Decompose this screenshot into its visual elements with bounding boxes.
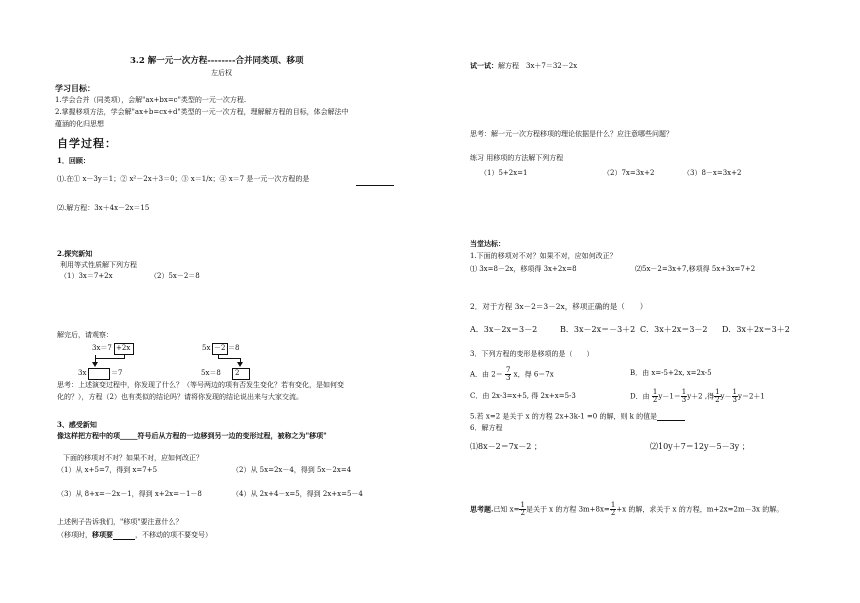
process-heading: 自学过程： — [57, 137, 117, 150]
class-q2: 2．对于方程 3x－2＝3－2x，移项正确的是（ ） — [470, 302, 648, 311]
explore-heading: 2.探究新知 — [57, 249, 93, 258]
diagram1-bottom-right: ＝7 — [111, 369, 123, 377]
think-question-2: 思考：解一元一次方程移项的理论依据是什么？应注意哪些问题？ — [470, 130, 673, 138]
diagram2-connector-h — [218, 358, 240, 359]
fraction — [505, 367, 511, 382]
class-q5 — [470, 413, 685, 421]
fraction-numerator: 1 — [681, 388, 687, 396]
try-section — [470, 62, 577, 71]
think-question-1: 思考：上述演变过程中，你发现了什么？（等号两边的项有否发生变化？若有变化，是如何变 — [57, 381, 344, 389]
option-d-text-1: D．由 — [630, 392, 650, 401]
class-q1b: ⑵5x－2=3x+7,移项得 5x+3x=7+2 — [635, 265, 756, 273]
fraction-denominator: 2 — [610, 509, 616, 517]
challenge-text-3: +x 的解，求关于 x 的方程，m+2x=2m－3x 的解。 — [616, 505, 784, 514]
explore-intro: 利用等式性质解下列方程 — [60, 261, 137, 269]
feel-heading: 3、感受新知 — [57, 420, 97, 429]
option-d-text-2: y－1＝ — [658, 392, 681, 401]
class-q2-option-b[interactable]: B．3x－2x＝－3＋2 — [560, 325, 636, 334]
review-question-2: ⑵.解方程：3x＋4x－2x＝15 — [57, 204, 150, 212]
diagram1-bottom-box — [88, 368, 110, 380]
fraction-denominator: 3 — [681, 396, 687, 404]
goal-2-continued: 蕴涵的化归思想 — [55, 120, 104, 128]
class-q3-option-c[interactable]: C．由 2x-3=x+5, 得 2x+x=5-3 — [470, 392, 576, 400]
judge-item-2: （2）从 5x=2x－4，得到 5x－2x=4 — [232, 466, 352, 474]
summary-answer — [57, 531, 212, 540]
challenge-question — [470, 502, 783, 517]
class-q2-option-a[interactable]: A．3x－2x＝3－2 — [470, 325, 538, 334]
option-d-text-5: y＝2＋1 — [737, 392, 765, 401]
review-heading: 1．回顾： — [57, 156, 90, 165]
diagram1-connector-h — [95, 358, 125, 359]
arrow-down-icon — [237, 362, 243, 367]
diagram2-top-left: 5x — [202, 344, 211, 352]
diagram2-bottom-box-text: 2 — [235, 369, 240, 377]
answer-blank[interactable] — [113, 532, 135, 540]
fraction-numerator: 1 — [715, 388, 720, 396]
option-d-text-3: y＋2 ,得 — [687, 392, 715, 401]
goals-heading: 学习目标： — [55, 83, 95, 93]
class-q2-option-c[interactable]: C．3x＋2x＝3－2 — [640, 325, 708, 334]
summary-answer-part-1: （移项时， — [57, 531, 92, 539]
summary-question: 上述例子告诉我们，"移项"要注意什么？ — [57, 518, 183, 526]
fraction-denominator: 2 — [715, 396, 720, 404]
fraction-numerator: 1 — [732, 388, 737, 396]
option-a-text-1: A．由 2＝ — [470, 370, 503, 379]
practice-item-2: （2）7x=3x+2 — [603, 169, 655, 177]
challenge-heading: 思考题. — [470, 504, 494, 514]
judge-item-4: （4）从 2x+4－x=5，得到 2x+x=5－4 — [232, 490, 363, 498]
think-question-1-continued: 化的？），方程（2）也有类似的结论吗？请将你发现的结论说出来与大家交流。 — [57, 393, 303, 401]
diagram1-top-box-text: +2x — [116, 344, 131, 352]
fraction-denominator: 3 — [732, 396, 737, 404]
summary-answer-part-3: ，不移动的项不要变号） — [135, 531, 212, 539]
author-name: 左后权 — [211, 69, 232, 77]
summary-answer-part-2: 移项要 — [92, 530, 113, 539]
class-q2-option-d[interactable]: D．3x＋2x＝3＋2 — [722, 325, 790, 334]
fraction-numerator: 1 — [652, 388, 658, 396]
class-q3: 3．下列方程的变形是移项的是（ ） — [470, 350, 594, 358]
explore-equation-2: （2）5x－2＝8 — [150, 272, 200, 280]
practice-intro: 练习 用移项的方法解下列方程 — [470, 154, 564, 162]
class-q3-option-a[interactable] — [470, 367, 554, 382]
class-q6b: ⑵10y＋7＝12y－5－3y ； — [650, 442, 750, 451]
fraction-numerator: 7 — [505, 366, 511, 374]
try-equation: 解方程 3x＋7＝32－2x — [498, 62, 578, 70]
option-d-text-4: y－ — [720, 392, 732, 401]
diagram1-bottom-left: 3x — [78, 369, 87, 377]
review-question-1: ⑴.在① x－3y＝1；② x²－2x＋3＝0；③ x＝1/x；④ x＝7 是一元一次方程的是 — [57, 175, 310, 183]
diagram2-top-box-text: －2 — [214, 344, 226, 352]
challenge-text-1: 已知 x= — [493, 505, 520, 514]
goal-2: 2.掌握移项方法，学会解"ax+b=cx+d"类型的一元一次方程，理解解方程的目标，体会解法中 — [55, 108, 349, 116]
class-q1a: ⑴ 3x=8－2x，移项得 3x+2x=8 — [470, 265, 577, 273]
class-q6a: ⑴8x－2＝7x－2 ； — [470, 442, 542, 451]
diagram2-top-right: ＝8 — [228, 344, 240, 352]
answer-blank[interactable] — [657, 413, 685, 421]
class-q3-option-b[interactable]: B．由 x=-5+2x, x=2x-5 — [630, 369, 712, 377]
fraction-denominator: 2 — [652, 396, 658, 404]
challenge-text-2: 是关于 x 的方程 3m+8x= — [525, 505, 610, 514]
arrow-down-icon — [92, 362, 98, 367]
class-q6: 6．解方程 — [470, 424, 503, 432]
fraction-numerator: 1 — [520, 501, 525, 509]
answer-blank[interactable] — [356, 178, 394, 186]
try-heading: 试一试： — [470, 61, 498, 70]
class-q3-option-d[interactable] — [630, 389, 765, 404]
observe-prompt: 解完后，请观察： — [57, 331, 113, 339]
diagram1-top-left: 3x＝7 — [92, 344, 112, 352]
class-test-heading: 当堂达标： — [470, 239, 505, 248]
judge-intro: 下面的移项对不对？如果不对，应如何改正？ — [63, 454, 203, 462]
fraction-denominator: 3 — [505, 374, 511, 382]
class-q5-text: 5.若 x=2 是关于 x 的方程 2x+3k-1 =0 的解，则 k 的值是 — [470, 412, 658, 421]
class-q1: 1.下面的移项对不对？如果不对，应如何改正？ — [470, 252, 617, 260]
diagram2-bottom-left: 5x＝8 — [201, 369, 221, 377]
fraction-numerator: 1 — [610, 501, 616, 509]
judge-item-3: （3）从 8+x=－2x－1，得到 x+2x=－1－8 — [57, 490, 202, 498]
practice-item-1: （1）5+2x=1 — [480, 169, 528, 177]
option-a-text-2: x，得 6＝7x — [513, 370, 554, 379]
worksheet-title: 3.2 解一元一次方程--------合并同类项、移项 — [130, 56, 304, 66]
fraction-denominator: 2 — [520, 509, 525, 517]
transposition-definition: 像这样把方程中的项_____符号后从方程的一边移到另一边的变形过程，被称之为"移项" — [57, 431, 327, 440]
practice-item-3: （3）8－x=3x+2 — [683, 169, 742, 177]
judge-item-1: （1）从 x+5=7，得到 x=7+5 — [57, 466, 158, 474]
goal-1: 1.学会合并（同类项），会解"ax+bx=c"类型的一元一次方程. — [55, 96, 247, 104]
diagram1-connector-up — [124, 354, 125, 358]
explore-equation-1: （1）3x＝7+2x — [60, 272, 113, 280]
